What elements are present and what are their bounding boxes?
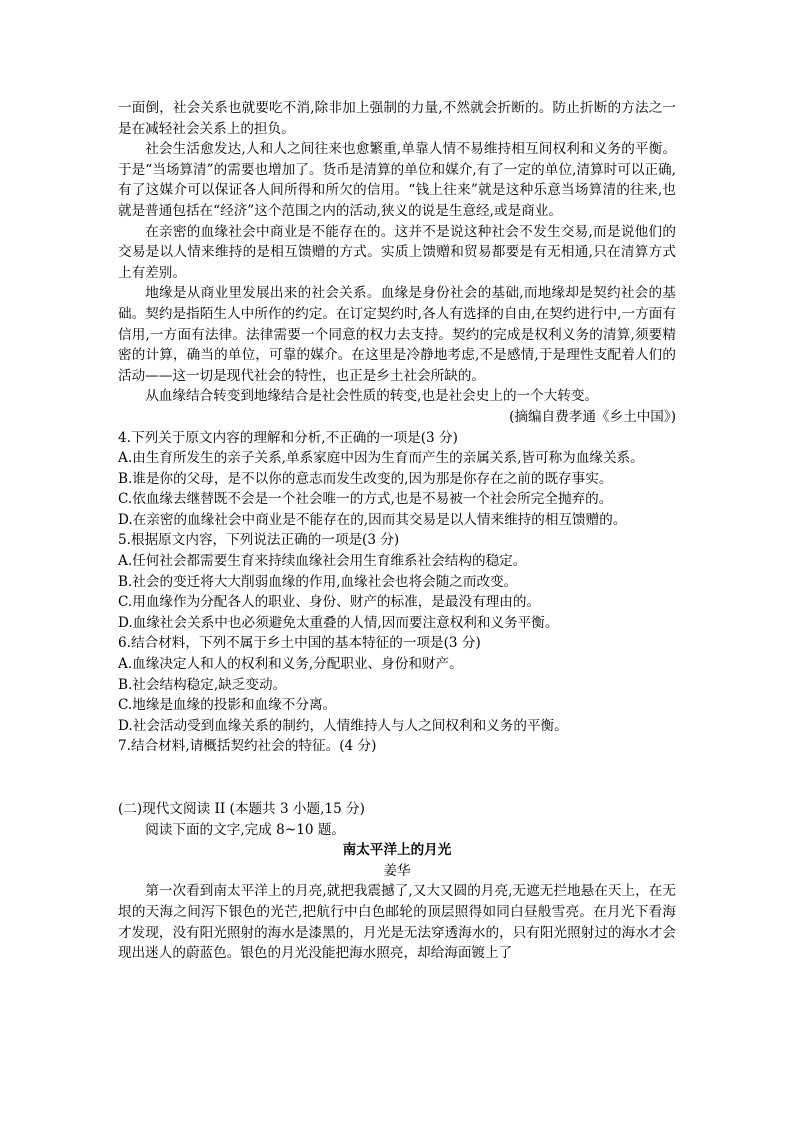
passage1-paragraph-4: 地缘是从商业里发展出来的社会关系。血缘是身份社会的基础,而地缘却是契约社会的基础。契约是指陌生人中所作的约定。在订定契约时,各人有选择的自由,在契约进行中,一方面有信用,一方面有法律。法律需要一个同意的权力去支持。契约的完成是权利义务的清算,须要精密的计算，确当的单位，可靠的媒介。在这里是冷静地考虑,不是感情,于是理性支配着人们的活动——这一切是现代社会的特性，也正是乡土社会所缺的。	[118, 285, 676, 384]
question-option: D.社会活动受到血缘关系的制约，人情维持人与人之间权利和义务的平衡。	[118, 717, 568, 734]
passage1-source: (摘编自费孝通《乡土中国》)	[509, 408, 676, 425]
passage1-paragraph-5: 从血缘结合转变到地缘结合是社会性质的转变,也是社会史上的一个大转变。	[145, 388, 599, 405]
passage1-paragraph-3: 在亲密的血缘社会中商业是不能存在的。这并不是说这种社会不发生交易,而是说他们的交易是以人情来维持的是相互馈赠的方式。实质上馈赠和贸易都要是有无相通,只在清算方式上有差别。	[118, 223, 676, 281]
article-paragraph-1: 第一次看到南太平洋上的月亮,就把我震撼了,又大又圆的月亮,无遮无拦地悬在天上，在无垠的天海之间泻下银色的光芒,把航行中白色邮轮的顶层照得如同白昼般雪亮。在月光下看海才发现，没有阳光照射的海水是漆黑的，月光是无法穿透海水的，只有阳光照射过的海水才会现出迷人的蔚蓝色。银色的月光没能把海水照亮，却给海面镀上了	[118, 883, 676, 962]
passage1-paragraph-1: 一面倒，社会关系也就要吃不消,除非加上强制的力量,不然就会折断的。防止折断的方法之一是在减轻社会关系上的担负。	[118, 100, 676, 137]
question-option: A.任何社会都需要生育来持续血缘社会用生育维系社会结构的稳定。	[118, 553, 527, 570]
question-option: B.社会结构稳定,缺乏变动。	[118, 676, 287, 693]
article-author: 姜华	[383, 862, 411, 879]
section2-instruction: 阅读下面的文字,完成 8~10 题。	[145, 821, 346, 838]
article-title: 南太平洋上的月光	[342, 842, 452, 859]
question-5	[118, 530, 676, 633]
answer-space	[118, 757, 676, 799]
question-6	[118, 633, 676, 736]
question-option: A.血缘决定人和人的权利和义务,分配职业、身份和财产。	[118, 656, 463, 673]
question-option: D.在亲密的血缘社会中商业是不能存在的,因而其交易是以人情来维持的相互馈赠的。	[118, 511, 627, 528]
question-stem: 5.根据原文内容，下列说法正确的一项是(3 分)	[118, 532, 400, 549]
document-page	[118, 98, 676, 964]
question-option: B.谁是你的父母，是不以你的意志而发生改变的,因为那是你存在之前的既存事实。	[118, 470, 613, 487]
question-stem: 6.结合材料，下列不属于乡土中国的基本特征的一项是(3 分)	[118, 635, 481, 652]
passage1-paragraph-2: 社会生活愈发达,人和人之间往来也愈繁重,单靠人情不易维持相互间权利和义务的平衡。于是“当场算清”的需要也增加了。货币是清算的单位和媒介,有了一定的单位,清算时可以正确,有了这媒介可以保证各人间所得和所欠的信用。“钱上往来”就是这种乐意当场算清的往来,也就是普通包括在“经济”这个范围之内的活动,狭义的说是生意经,或是商业。	[118, 141, 676, 219]
question-7	[118, 736, 676, 757]
section2-heading: (二)现代文阅读 II (本题共 3 小题,15 分)	[118, 801, 365, 817]
question-option: C.用血缘作为分配各人的职业、身份、财产的标准，是最没有理由的。	[118, 594, 541, 611]
question-option: C.依血缘去继替既不会是一个社会唯一的方式,也是不易被一个社会所完全抛弃的。	[118, 491, 613, 508]
question-stem: 7.结合材料,请概括契约社会的特征。(4 分)	[118, 738, 377, 755]
question-option: C.地缘是血缘的投影和血缘不分离。	[118, 697, 337, 714]
question-4	[118, 428, 676, 531]
question-stem: 4.下列关于原文内容的理解和分析,不正确的一项是(3 分)	[118, 429, 458, 446]
question-option: B.社会的变迁将大大削弱血缘的作用,血缘社会也将会随之而改变。	[118, 573, 518, 590]
question-option: D.血缘社会关系中也必须避免太重叠的人情,因而要注意权利和义务平衡。	[118, 614, 559, 631]
question-option: A.由生育所发生的亲子关系,单系家庭中因为生育而产生的亲属关系,皆可称为血缘关系。	[118, 450, 644, 467]
